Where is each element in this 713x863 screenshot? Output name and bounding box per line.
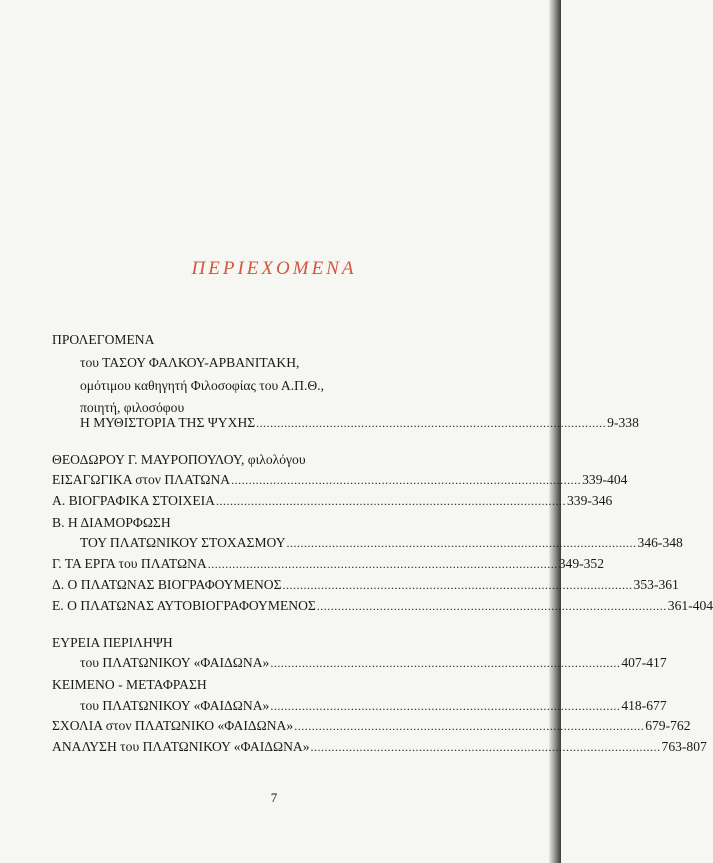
page-range: 361-404 — [667, 598, 713, 613]
toc-entry-author-role: ποιητή, φιλοσόφου — [80, 400, 185, 415]
dot-leader: .................................................................................................... — [294, 719, 645, 733]
toc-entry-eureia-perilipsi: ΕΥΡΕΙΑ ΠΕΡΙΛΗΨΗ — [52, 635, 173, 650]
toc-entry-sxolia[interactable]: ΣΧΟΛΙΑ στον ΠΛΑΤΩΝΙΚΟ «ΦΑΙΔΩΝΑ» .................................................................................................... 679-762 — [52, 718, 691, 733]
page-range: 763-807 — [661, 739, 707, 754]
dot-leader: .................................................................................................... — [310, 740, 661, 754]
page-range: 353-361 — [633, 577, 679, 592]
toc-entry-b-diamorfosi: Β. Η ΔΙΑΜΟΡΦΩΣΗ — [52, 515, 171, 530]
toc-entry-analysi[interactable]: ΑΝΑΛΥΣΗ του ΠΛΑΤΩΝΙΚΟΥ «ΦΑΙΔΩΝΑ» .................................................................................................... 763-807 — [52, 739, 707, 754]
page-range: 346-348 — [637, 535, 683, 550]
page-range: 339-346 — [567, 493, 613, 508]
dot-leader: .................................................................................................... — [270, 656, 621, 670]
toc-entry-author-line: του ΤΑΣΟΥ ΦΑΛΚΟΥ-ΑΡΒΑΝΙΤΑΚΗ, — [80, 355, 300, 370]
dot-leader: .................................................................................................... — [207, 557, 558, 571]
toc-entry-g-erga[interactable]: Γ. ΤΑ ΕΡΓΑ του ΠΛΑΤΩΝΑ .................................................................................................... 349-352 — [52, 556, 605, 571]
page-range: 679-762 — [645, 718, 691, 733]
page-title: ΠΕΡΙΕΧΟΜΕΝΑ — [191, 258, 357, 279]
dot-leader: .................................................................................................... — [216, 494, 566, 508]
page-number: 7 — [270, 790, 278, 805]
toc-entry-e-autobiografoumenos[interactable]: Ε. Ο ΠΛΑΤΩΝΑΣ ΑΥΤΟΒΙΟΓΡΑΦΟΥΜΕΝΟΣ .................................................................................................... 361-404 — [52, 598, 713, 613]
dot-leader: .................................................................................................... — [286, 536, 637, 550]
toc-entry-mythistoria[interactable]: Η ΜΥΘΙΣΤΟΡΙΑ ΤΗΣ ΨΥΧΗΣ .................................................................................................... 9-338 — [80, 415, 639, 430]
toc-entry-perilipsi-faidona[interactable]: του ΠΛΑΤΩΝΙΚΟΥ «ΦΑΙΔΩΝΑ» .................................................................................................... 407-417 — [80, 655, 667, 670]
toc-entry-prolegomena: ΠΡΟΛΕΓΟΜΕΝΑ — [52, 332, 155, 347]
dot-leader: .................................................................................................... — [231, 473, 582, 487]
toc-entry-b-stoxasmou[interactable]: ΤΟΥ ΠΛΑΤΩΝΙΚΟΥ ΣΤΟΧΑΣΜΟΥ .................................................................................................... 346-348 — [80, 535, 683, 550]
toc-entry-a-biografika[interactable]: Α. ΒΙΟΓΡΑΦΙΚΑ ΣΤΟΙΧΕΙΑ .................................................................................................... 339-346 — [52, 493, 613, 508]
toc-entry-author-mavropoulos: ΘΕΟΔΩΡΟΥ Γ. ΜΑΥΡΟΠΟΥΛΟΥ, φιλολόγου — [52, 452, 306, 467]
dot-leader: .................................................................................................... — [256, 416, 607, 430]
page-range: 339-404 — [582, 472, 628, 487]
toc-entry-keimeno-metafrasi: ΚΕΙΜΕΝΟ - ΜΕΤΑΦΡΑΣΗ — [52, 677, 207, 692]
page-range: 407-417 — [621, 655, 667, 670]
page-range: 349-352 — [558, 556, 605, 571]
dot-leader: .................................................................................................... — [270, 699, 621, 713]
toc-entry-eisagogika[interactable]: ΕΙΣΑΓΩΓΙΚΑ στον ΠΛΑΤΩΝΑ .................................................................................................... 339-404 — [52, 472, 628, 487]
toc-entry-author-title: ομότιμου καθηγητή Φιλοσοφίας του Α.Π.Θ., — [80, 378, 324, 393]
page-range: 418-677 — [621, 698, 667, 713]
toc-entry-keimeno-faidona[interactable]: του ΠΛΑΤΩΝΙΚΟΥ «ΦΑΙΔΩΝΑ» .................................................................................................... 418-677 — [80, 698, 667, 713]
page-range: 9-338 — [607, 415, 639, 430]
dot-leader: .................................................................................................... — [282, 578, 633, 592]
dot-leader: .................................................................................................... — [316, 599, 667, 613]
toc-entry-d-biografoumenos[interactable]: Δ. Ο ΠΛΑΤΩΝΑΣ ΒΙΟΓΡΑΦΟΥΜΕΝΟΣ .................................................................................................... 353-361 — [52, 577, 679, 592]
